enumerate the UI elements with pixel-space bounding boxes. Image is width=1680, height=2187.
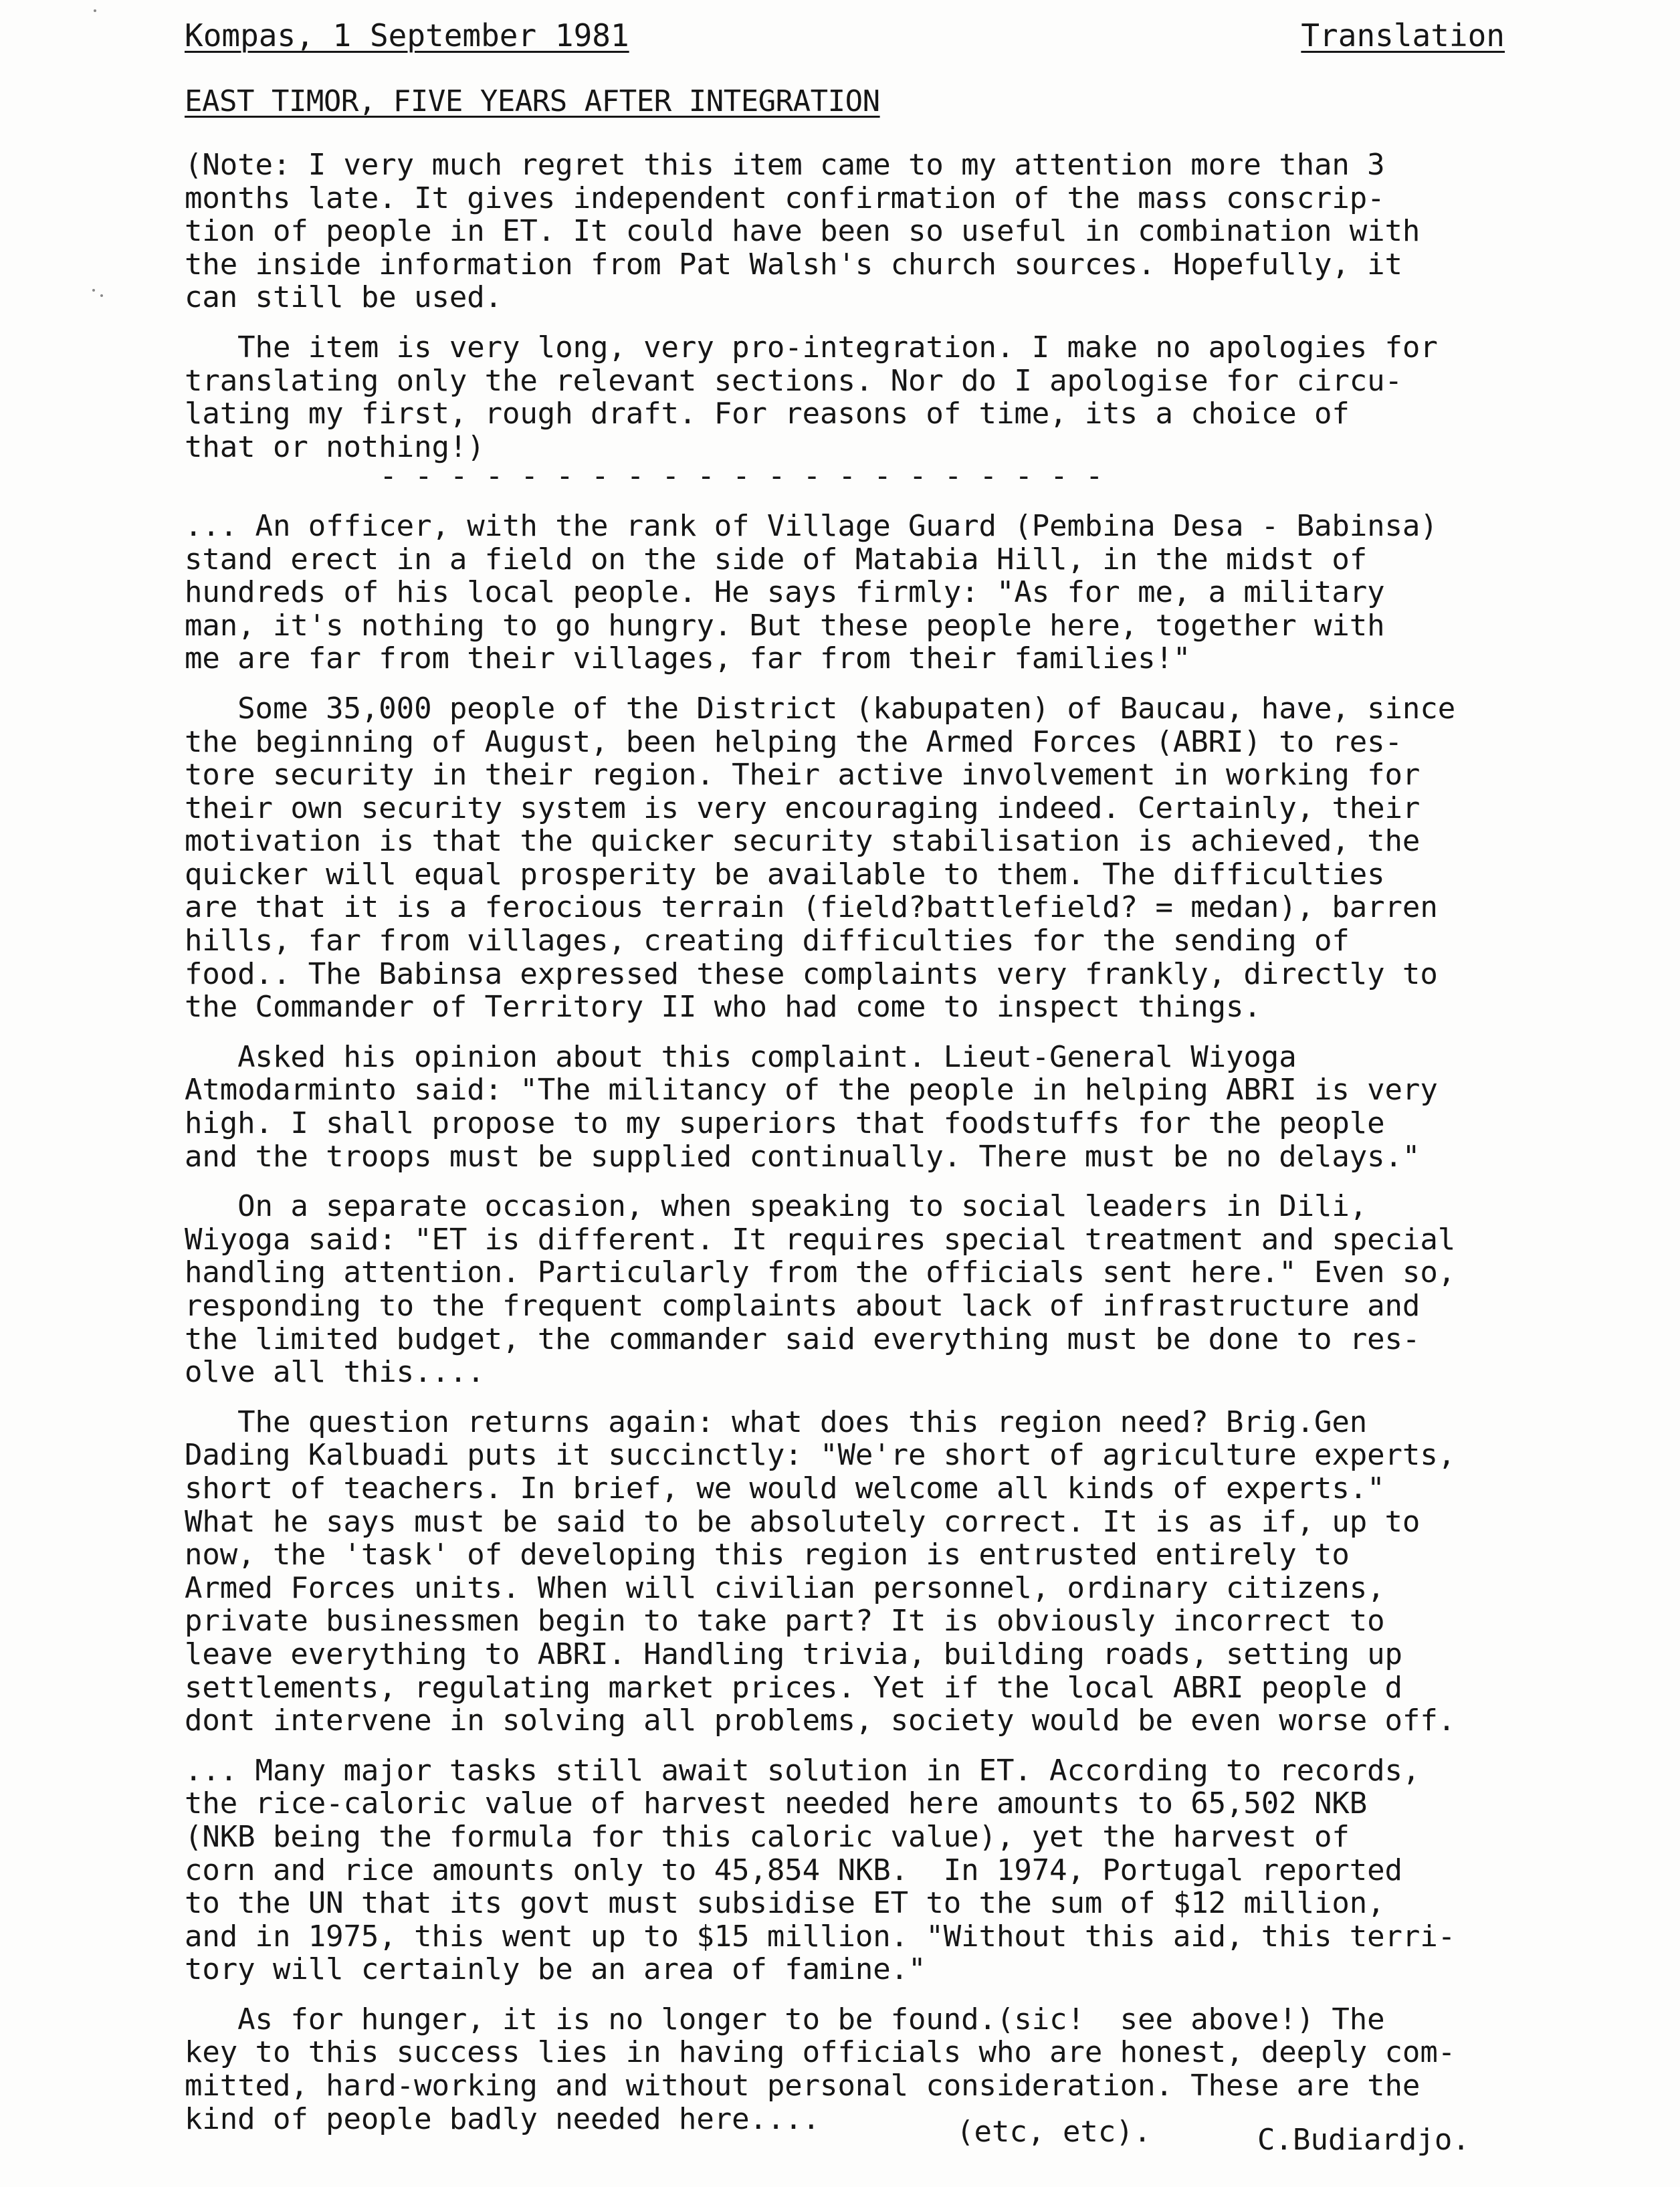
text-line: dont intervene in solving all problems, society would be even worse off. bbox=[185, 1703, 1456, 1738]
text-line: The question returns again: what does this region need? Brig.Gen bbox=[185, 1404, 1368, 1439]
paragraph bbox=[185, 1041, 1669, 1173]
text-line: Armed Forces units. When will civilian personnel, ordinary citizens, bbox=[185, 1570, 1385, 1605]
text-line: The item is very long, very pro-integration. I make no apologies for bbox=[185, 330, 1438, 364]
text-line: quicker will equal prosperity be available to them. The difficulties bbox=[185, 857, 1385, 892]
text-line: On a separate occasion, when speaking to social leaders in Dili, bbox=[185, 1189, 1368, 1224]
text-line: short of teachers. In brief, we would welcome all kinds of experts." bbox=[185, 1471, 1385, 1505]
translator-signature: C.Budiardjo. bbox=[1257, 2123, 1470, 2157]
text-line: now, the 'task' of developing this region is entrusted entirely to bbox=[185, 1538, 1350, 1572]
text-line: translating only the relevant sections. Nor do I apologise for circu- bbox=[185, 363, 1402, 398]
closing-etc: (etc, etc). bbox=[956, 2115, 1152, 2149]
text-line: that or nothing!) bbox=[185, 429, 485, 464]
text-line: stand erect in a field on the side of Matabia Hill, in the midst of bbox=[185, 542, 1368, 577]
source-citation: Kompas, 1 September 1981 bbox=[185, 17, 629, 54]
text-line: handling attention. Particularly from the officials sent here." Even so, bbox=[185, 1255, 1456, 1290]
text-line: can still be used. bbox=[185, 280, 503, 315]
text-line: the Commander of Territory II who had come to inspect things. bbox=[185, 990, 1261, 1025]
text-line: As for hunger, it is no longer to be found.(sic! see above!) The bbox=[185, 2002, 1385, 2037]
text-line: me are far from their villages, far from their families!" bbox=[185, 641, 1191, 676]
paper-speck bbox=[92, 289, 95, 292]
text-line: man, it's nothing to go hungry. But these people here, together with bbox=[185, 608, 1385, 643]
paragraph bbox=[185, 1406, 1669, 1738]
paper-speck bbox=[94, 9, 96, 12]
text-line: motivation is that the quicker security stabilisation is achieved, the bbox=[185, 824, 1421, 859]
text-line: (Note: I very much regret this item came to my attention more than 3 bbox=[185, 148, 1385, 182]
document-title: EAST TIMOR, FIVE YEARS AFTER INTEGRATION bbox=[185, 84, 880, 118]
paper-speck bbox=[100, 294, 103, 297]
text-line: the beginning of August, been helping the Armed Forces (ABRI) to res- bbox=[185, 724, 1402, 759]
text-line: tore security in their region. Their active involvement in working for bbox=[185, 758, 1421, 793]
paragraph bbox=[185, 692, 1669, 1024]
text-line: are that it is a ferocious terrain (field?battlefield? = medan), barren bbox=[185, 890, 1438, 925]
text-line: key to this success lies in having officials who are honest, deeply com- bbox=[185, 2035, 1456, 2070]
text-line: ... Many major tasks still await solution in ET. According to records, bbox=[185, 1753, 1421, 1788]
text-line: olve all this.... bbox=[185, 1355, 485, 1390]
translation-label: Translation bbox=[1301, 17, 1505, 54]
document-header bbox=[185, 15, 1505, 62]
text-line: (NKB being the formula for this caloric value), yet the harvest of bbox=[185, 1819, 1350, 1854]
text-line: the rice-caloric value of harvest needed here amounts to 65,502 NKB bbox=[185, 1786, 1368, 1821]
text-line: settlements, regulating market prices. Yet if the local ABRI people d bbox=[185, 1670, 1402, 1705]
text-line: Wiyoga said: "ET is different. It requires special treatment and special bbox=[185, 1222, 1456, 1257]
text-line: What he says must be said to be absolutely correct. It is as if, up to bbox=[185, 1504, 1421, 1539]
text-line: months late. It gives independent confirmation of the mass conscrip- bbox=[185, 181, 1385, 215]
paragraph bbox=[185, 331, 1669, 493]
paragraph bbox=[185, 148, 1669, 314]
text-line: mitted, hard-working and without personal consideration. These are the bbox=[185, 2069, 1421, 2103]
text-line: tory will certainly be an area of famine." bbox=[185, 1952, 926, 1987]
paragraph bbox=[185, 1190, 1669, 1389]
paragraph bbox=[185, 2003, 1669, 2136]
text-line: Atmodarminto said: "The militancy of the people in helping ABRI is very bbox=[185, 1073, 1438, 1108]
text-line: food.. The Babinsa expressed these complaints very frankly, directly to bbox=[185, 956, 1438, 991]
text-line: ... An officer, with the rank of Village Guard (Pembina Desa - Babinsa) bbox=[185, 508, 1438, 543]
text-line: leave everything to ABRI. Handling trivia, building roads, setting up bbox=[185, 1637, 1402, 1671]
text-line: their own security system is very encouraging indeed. Certainly, their bbox=[185, 791, 1421, 825]
text-line: responding to the frequent complaints about lack of infrastructure and bbox=[185, 1289, 1421, 1323]
text-line: corn and rice amounts only to 45,854 NKB. In 1974, Portugal reported bbox=[185, 1853, 1402, 1887]
text-line: to the UN that its govt must subsidise ET to the sum of $12 million, bbox=[185, 1886, 1385, 1921]
dashed-separator: - - - - - - - - - - - - - - - - - - - - - bbox=[379, 459, 1104, 494]
text-line: tion of people in ET. It could have been so useful in combination with bbox=[185, 214, 1421, 249]
text-line: and in 1975, this went up to $15 million. "Without this aid, this terri- bbox=[185, 1919, 1456, 1954]
text-line: the inside information from Pat Walsh's church sources. Hopefully, it bbox=[185, 247, 1402, 282]
text-line: lating my first, rough draft. For reasons of time, its a choice of bbox=[185, 397, 1350, 431]
text-line: Asked his opinion about this complaint. Lieut-General Wiyoga bbox=[185, 1039, 1297, 1074]
paragraph bbox=[185, 1754, 1669, 1986]
text-line: Some 35,000 people of the District (kabupaten) of Baucau, have, since bbox=[185, 691, 1456, 726]
text-line: kind of people badly needed here.... bbox=[185, 2101, 821, 2136]
text-line: the limited budget, the commander said everything must be done to res- bbox=[185, 1322, 1421, 1356]
text-line: and the troops must be supplied continually. There must be no delays." bbox=[185, 1139, 1421, 1174]
text-line: hundreds of his local people. He says firmly: "As for me, a military bbox=[185, 575, 1385, 610]
text-line: private businessmen begin to take part? It is obviously incorrect to bbox=[185, 1604, 1385, 1639]
text-line: high. I shall propose to my superiors that foodstuffs for the people bbox=[185, 1106, 1385, 1141]
text-line: hills, far from villages, creating difficulties for the sending of bbox=[185, 924, 1350, 958]
paragraph bbox=[185, 510, 1669, 675]
document-body bbox=[185, 148, 1669, 2152]
text-line: Dading Kalbuadi puts it succinctly: "We're short of agriculture experts, bbox=[185, 1438, 1456, 1473]
